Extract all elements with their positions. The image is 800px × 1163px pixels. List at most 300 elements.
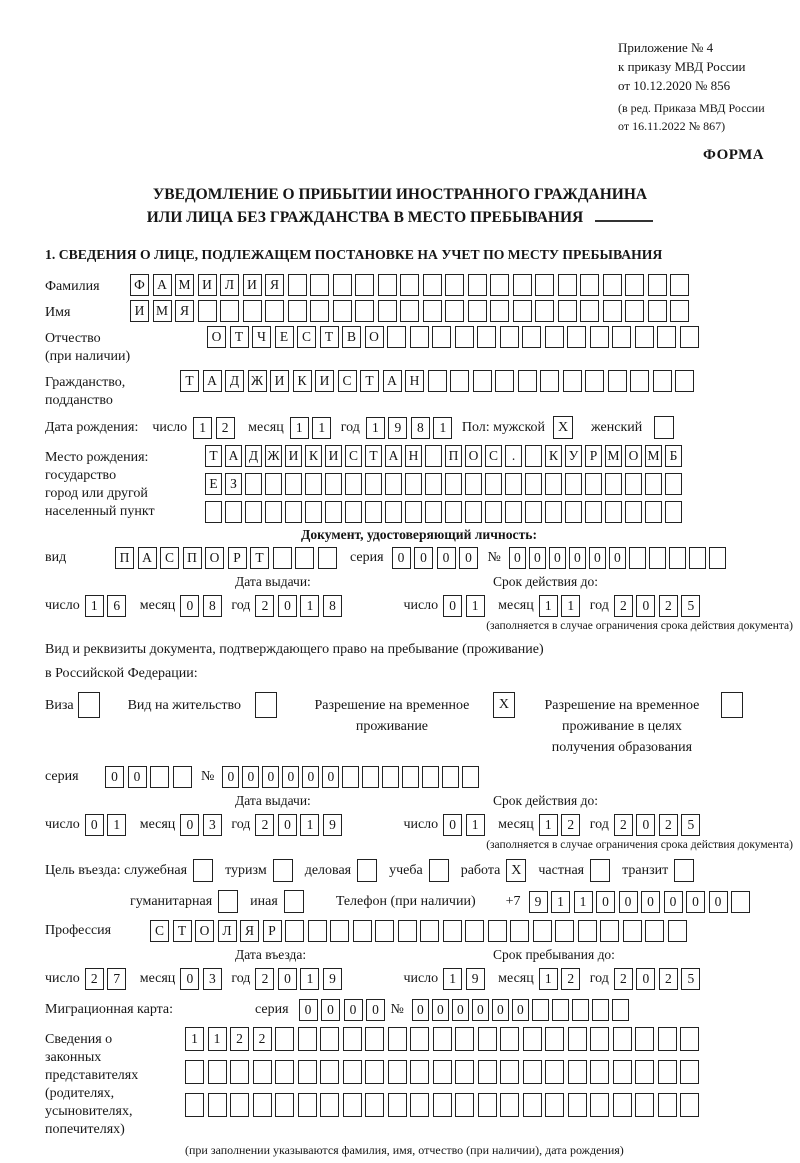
char-cell[interactable]: [669, 547, 686, 569]
char-cell[interactable]: [225, 501, 242, 523]
char-cell[interactable]: 1: [574, 891, 593, 913]
doc-number-boxes[interactable]: [509, 547, 729, 569]
char-cell[interactable]: [432, 326, 451, 348]
char-cell[interactable]: 2: [255, 595, 274, 617]
char-cell[interactable]: [731, 891, 750, 913]
char-cell[interactable]: 0: [569, 547, 586, 569]
char-cell[interactable]: [285, 501, 302, 523]
char-cell[interactable]: [545, 326, 564, 348]
char-cell[interactable]: А: [138, 547, 157, 569]
char-cell[interactable]: 1: [300, 968, 319, 990]
char-cell[interactable]: Б: [665, 445, 682, 467]
char-cell[interactable]: .: [505, 445, 522, 467]
char-cell[interactable]: [510, 920, 529, 942]
purpose-other-checkbox[interactable]: [284, 890, 304, 913]
char-cell[interactable]: Т: [230, 326, 249, 348]
char-cell[interactable]: [500, 1093, 519, 1117]
char-cell[interactable]: [410, 326, 429, 348]
char-cell[interactable]: [265, 300, 284, 322]
char-cell[interactable]: [709, 547, 726, 569]
char-cell[interactable]: [605, 501, 622, 523]
char-cell[interactable]: 0: [321, 999, 340, 1021]
representatives-boxes-row3[interactable]: [185, 1093, 703, 1117]
char-cell[interactable]: Т: [320, 326, 339, 348]
char-cell[interactable]: [445, 501, 462, 523]
char-cell[interactable]: 2: [255, 968, 274, 990]
char-cell[interactable]: [473, 370, 492, 392]
char-cell[interactable]: Ж: [265, 445, 282, 467]
char-cell[interactable]: Т: [360, 370, 379, 392]
char-cell[interactable]: 0: [344, 999, 363, 1021]
char-cell[interactable]: [355, 300, 374, 322]
doc-issue-year-boxes[interactable]: [255, 595, 345, 617]
char-cell[interactable]: 9: [323, 814, 342, 836]
char-cell[interactable]: [318, 547, 337, 569]
char-cell[interactable]: [445, 274, 464, 296]
char-cell[interactable]: [345, 501, 362, 523]
char-cell[interactable]: [388, 1093, 407, 1117]
char-cell[interactable]: [385, 473, 402, 495]
char-cell[interactable]: 1: [290, 417, 309, 439]
char-cell[interactable]: [388, 1060, 407, 1084]
char-cell[interactable]: [500, 1060, 519, 1084]
char-cell[interactable]: [590, 326, 609, 348]
char-cell[interactable]: 0: [85, 814, 104, 836]
char-cell[interactable]: [405, 473, 422, 495]
char-cell[interactable]: [405, 501, 422, 523]
char-cell[interactable]: 0: [636, 595, 655, 617]
char-cell[interactable]: [648, 274, 667, 296]
char-cell[interactable]: [675, 370, 694, 392]
char-cell[interactable]: Н: [405, 445, 422, 467]
char-cell[interactable]: 3: [203, 968, 222, 990]
char-cell[interactable]: [513, 300, 532, 322]
char-cell[interactable]: [365, 1060, 384, 1084]
char-cell[interactable]: [208, 1060, 227, 1084]
char-cell[interactable]: [689, 547, 706, 569]
char-cell[interactable]: А: [383, 370, 402, 392]
char-cell[interactable]: Т: [173, 920, 192, 942]
purpose-official-checkbox[interactable]: [193, 859, 213, 882]
char-cell[interactable]: [658, 1027, 677, 1051]
char-cell[interactable]: [433, 1060, 452, 1084]
res-valid-month-boxes[interactable]: [539, 814, 584, 836]
char-cell[interactable]: [565, 501, 582, 523]
char-cell[interactable]: [668, 920, 687, 942]
char-cell[interactable]: О: [625, 445, 642, 467]
res-issue-month-boxes[interactable]: [180, 814, 225, 836]
char-cell[interactable]: [378, 300, 397, 322]
char-cell[interactable]: [500, 326, 519, 348]
char-cell[interactable]: [545, 1093, 564, 1117]
char-cell[interactable]: [333, 300, 352, 322]
char-cell[interactable]: О: [195, 920, 214, 942]
char-cell[interactable]: [275, 1060, 294, 1084]
char-cell[interactable]: 0: [278, 595, 297, 617]
char-cell[interactable]: 1: [539, 968, 558, 990]
char-cell[interactable]: [253, 1093, 272, 1117]
char-cell[interactable]: Л: [220, 274, 239, 296]
char-cell[interactable]: 1: [433, 417, 452, 439]
char-cell[interactable]: [245, 501, 262, 523]
purpose-private-checkbox[interactable]: [590, 859, 610, 882]
char-cell[interactable]: С: [345, 445, 362, 467]
char-cell[interactable]: [525, 473, 542, 495]
char-cell[interactable]: [608, 370, 627, 392]
char-cell[interactable]: 8: [323, 595, 342, 617]
char-cell[interactable]: 3: [203, 814, 222, 836]
char-cell[interactable]: [208, 1093, 227, 1117]
char-cell[interactable]: 2: [253, 1027, 272, 1051]
purpose-tourism-checkbox[interactable]: [273, 859, 293, 882]
stay-month-boxes[interactable]: [539, 968, 584, 990]
char-cell[interactable]: [325, 501, 342, 523]
char-cell[interactable]: [522, 326, 541, 348]
char-cell[interactable]: 0: [432, 999, 449, 1021]
char-cell[interactable]: Т: [365, 445, 382, 467]
char-cell[interactable]: И: [270, 370, 289, 392]
name-boxes[interactable]: [130, 300, 693, 322]
char-cell[interactable]: [310, 274, 329, 296]
char-cell[interactable]: [558, 274, 577, 296]
char-cell[interactable]: [545, 1060, 564, 1084]
char-cell[interactable]: 9: [388, 417, 407, 439]
char-cell[interactable]: [552, 999, 569, 1021]
char-cell[interactable]: 0: [302, 766, 319, 788]
char-cell[interactable]: [523, 1027, 542, 1051]
char-cell[interactable]: [342, 766, 359, 788]
char-cell[interactable]: [605, 473, 622, 495]
char-cell[interactable]: [649, 547, 666, 569]
char-cell[interactable]: 2: [255, 814, 274, 836]
char-cell[interactable]: 0: [412, 999, 429, 1021]
char-cell[interactable]: [387, 326, 406, 348]
char-cell[interactable]: [612, 999, 629, 1021]
char-cell[interactable]: 0: [549, 547, 566, 569]
char-cell[interactable]: [445, 473, 462, 495]
char-cell[interactable]: 8: [411, 417, 430, 439]
char-cell[interactable]: 0: [636, 814, 655, 836]
char-cell[interactable]: [645, 920, 664, 942]
char-cell[interactable]: [253, 1060, 272, 1084]
char-cell[interactable]: [410, 1093, 429, 1117]
char-cell[interactable]: Н: [405, 370, 424, 392]
char-cell[interactable]: [623, 920, 642, 942]
char-cell[interactable]: 0: [589, 547, 606, 569]
char-cell[interactable]: [310, 300, 329, 322]
doc-valid-year-boxes[interactable]: [614, 595, 704, 617]
char-cell[interactable]: [382, 766, 399, 788]
char-cell[interactable]: [198, 300, 217, 322]
char-cell[interactable]: [428, 370, 447, 392]
char-cell[interactable]: [433, 1093, 452, 1117]
char-cell[interactable]: 5: [681, 968, 700, 990]
char-cell[interactable]: 1: [85, 595, 104, 617]
char-cell[interactable]: [275, 1093, 294, 1117]
char-cell[interactable]: [468, 274, 487, 296]
char-cell[interactable]: [658, 1060, 677, 1084]
char-cell[interactable]: 1: [551, 891, 570, 913]
char-cell[interactable]: И: [130, 300, 149, 322]
char-cell[interactable]: [378, 274, 397, 296]
char-cell[interactable]: [455, 1093, 474, 1117]
birthdate-day-boxes[interactable]: [193, 417, 238, 439]
char-cell[interactable]: 2: [561, 814, 580, 836]
char-cell[interactable]: [230, 1060, 249, 1084]
char-cell[interactable]: [455, 1060, 474, 1084]
char-cell[interactable]: 1: [366, 417, 385, 439]
char-cell[interactable]: [345, 473, 362, 495]
char-cell[interactable]: [645, 501, 662, 523]
char-cell[interactable]: [422, 766, 439, 788]
char-cell[interactable]: [365, 501, 382, 523]
char-cell[interactable]: 2: [561, 968, 580, 990]
char-cell[interactable]: [305, 473, 322, 495]
char-cell[interactable]: О: [365, 326, 384, 348]
char-cell[interactable]: 1: [312, 417, 331, 439]
char-cell[interactable]: К: [545, 445, 562, 467]
char-cell[interactable]: 0: [512, 999, 529, 1021]
char-cell[interactable]: 0: [509, 547, 526, 569]
char-cell[interactable]: [572, 999, 589, 1021]
doc-valid-month-boxes[interactable]: [539, 595, 584, 617]
char-cell[interactable]: [523, 1093, 542, 1117]
char-cell[interactable]: Р: [263, 920, 282, 942]
doc-issue-month-boxes[interactable]: [180, 595, 225, 617]
char-cell[interactable]: Е: [275, 326, 294, 348]
char-cell[interactable]: 0: [222, 766, 239, 788]
char-cell[interactable]: Е: [205, 473, 222, 495]
char-cell[interactable]: [490, 274, 509, 296]
char-cell[interactable]: [150, 766, 169, 788]
char-cell[interactable]: К: [293, 370, 312, 392]
doc-series-boxes[interactable]: [392, 547, 482, 569]
char-cell[interactable]: 0: [128, 766, 147, 788]
char-cell[interactable]: С: [160, 547, 179, 569]
char-cell[interactable]: [445, 300, 464, 322]
char-cell[interactable]: И: [243, 274, 262, 296]
entry-day-boxes[interactable]: [85, 968, 130, 990]
char-cell[interactable]: [680, 1060, 699, 1084]
char-cell[interactable]: [485, 473, 502, 495]
char-cell[interactable]: [455, 326, 474, 348]
char-cell[interactable]: М: [645, 445, 662, 467]
char-cell[interactable]: 0: [686, 891, 705, 913]
char-cell[interactable]: [477, 326, 496, 348]
char-cell[interactable]: 0: [299, 999, 318, 1021]
purpose-humanitarian-checkbox[interactable]: [218, 890, 238, 913]
res-issue-year-boxes[interactable]: [255, 814, 345, 836]
char-cell[interactable]: Д: [225, 370, 244, 392]
char-cell[interactable]: 2: [614, 968, 633, 990]
char-cell[interactable]: [443, 920, 462, 942]
char-cell[interactable]: [533, 920, 552, 942]
sex-male-checkbox[interactable]: X: [553, 416, 573, 439]
doc-valid-day-boxes[interactable]: [443, 595, 488, 617]
char-cell[interactable]: [585, 501, 602, 523]
char-cell[interactable]: [425, 473, 442, 495]
char-cell[interactable]: [525, 501, 542, 523]
purpose-work-checkbox[interactable]: X: [506, 859, 526, 882]
char-cell[interactable]: [665, 473, 682, 495]
char-cell[interactable]: 0: [105, 766, 124, 788]
purpose-business-checkbox[interactable]: [357, 859, 377, 882]
char-cell[interactable]: [612, 326, 631, 348]
char-cell[interactable]: 2: [659, 814, 678, 836]
char-cell[interactable]: 0: [262, 766, 279, 788]
char-cell[interactable]: [580, 274, 599, 296]
char-cell[interactable]: [532, 999, 549, 1021]
char-cell[interactable]: [450, 370, 469, 392]
char-cell[interactable]: [298, 1093, 317, 1117]
char-cell[interactable]: [603, 300, 622, 322]
char-cell[interactable]: [265, 501, 282, 523]
char-cell[interactable]: [465, 473, 482, 495]
char-cell[interactable]: [613, 1093, 632, 1117]
res-number-boxes[interactable]: [222, 766, 482, 788]
char-cell[interactable]: [362, 766, 379, 788]
profession-boxes[interactable]: [150, 920, 690, 942]
char-cell[interactable]: [578, 920, 597, 942]
char-cell[interactable]: З: [225, 473, 242, 495]
char-cell[interactable]: [320, 1027, 339, 1051]
char-cell[interactable]: [653, 370, 672, 392]
residence-permit-checkbox[interactable]: [255, 692, 277, 718]
char-cell[interactable]: [590, 1060, 609, 1084]
char-cell[interactable]: [600, 920, 619, 942]
purpose-study-checkbox[interactable]: [429, 859, 449, 882]
char-cell[interactable]: 0: [636, 968, 655, 990]
char-cell[interactable]: [478, 1027, 497, 1051]
char-cell[interactable]: [525, 445, 542, 467]
char-cell[interactable]: 1: [193, 417, 212, 439]
char-cell[interactable]: [173, 766, 192, 788]
char-cell[interactable]: [400, 274, 419, 296]
char-cell[interactable]: 0: [282, 766, 299, 788]
stay-year-boxes[interactable]: [614, 968, 704, 990]
char-cell[interactable]: [333, 274, 352, 296]
char-cell[interactable]: [625, 501, 642, 523]
surname-boxes[interactable]: [130, 274, 693, 296]
char-cell[interactable]: [485, 501, 502, 523]
char-cell[interactable]: 1: [300, 595, 319, 617]
char-cell[interactable]: [285, 473, 302, 495]
char-cell[interactable]: А: [203, 370, 222, 392]
char-cell[interactable]: [420, 920, 439, 942]
char-cell[interactable]: [648, 300, 667, 322]
char-cell[interactable]: П: [183, 547, 202, 569]
char-cell[interactable]: Т: [250, 547, 269, 569]
birthplace-boxes-row3[interactable]: [205, 501, 685, 523]
res-issue-day-boxes[interactable]: [85, 814, 130, 836]
char-cell[interactable]: 0: [242, 766, 259, 788]
entry-year-boxes[interactable]: [255, 968, 345, 990]
char-cell[interactable]: 1: [208, 1027, 227, 1051]
char-cell[interactable]: О: [465, 445, 482, 467]
char-cell[interactable]: Т: [205, 445, 222, 467]
char-cell[interactable]: 0: [180, 595, 199, 617]
char-cell[interactable]: [603, 274, 622, 296]
char-cell[interactable]: 0: [609, 547, 626, 569]
char-cell[interactable]: [535, 274, 554, 296]
char-cell[interactable]: [388, 1027, 407, 1051]
char-cell[interactable]: [545, 1027, 564, 1051]
char-cell[interactable]: [285, 920, 304, 942]
char-cell[interactable]: М: [175, 274, 194, 296]
char-cell[interactable]: [680, 1027, 699, 1051]
char-cell[interactable]: 6: [107, 595, 126, 617]
char-cell[interactable]: [635, 326, 654, 348]
char-cell[interactable]: [375, 920, 394, 942]
char-cell[interactable]: [592, 999, 609, 1021]
char-cell[interactable]: [545, 501, 562, 523]
char-cell[interactable]: А: [153, 274, 172, 296]
char-cell[interactable]: [325, 473, 342, 495]
char-cell[interactable]: [425, 501, 442, 523]
char-cell[interactable]: 0: [180, 968, 199, 990]
char-cell[interactable]: [343, 1093, 362, 1117]
char-cell[interactable]: [245, 473, 262, 495]
char-cell[interactable]: [513, 274, 532, 296]
char-cell[interactable]: 0: [459, 547, 478, 569]
birthdate-month-boxes[interactable]: [290, 417, 335, 439]
char-cell[interactable]: 2: [230, 1027, 249, 1051]
temp-residence-edu-checkbox[interactable]: [721, 692, 743, 718]
char-cell[interactable]: [385, 501, 402, 523]
char-cell[interactable]: [568, 1027, 587, 1051]
char-cell[interactable]: 0: [472, 999, 489, 1021]
char-cell[interactable]: [295, 547, 314, 569]
char-cell[interactable]: Ф: [130, 274, 149, 296]
char-cell[interactable]: 0: [664, 891, 683, 913]
visa-checkbox[interactable]: [78, 692, 100, 718]
char-cell[interactable]: [625, 300, 644, 322]
char-cell[interactable]: 1: [539, 814, 558, 836]
char-cell[interactable]: 0: [619, 891, 638, 913]
char-cell[interactable]: О: [205, 547, 224, 569]
char-cell[interactable]: 0: [437, 547, 456, 569]
char-cell[interactable]: [343, 1060, 362, 1084]
char-cell[interactable]: [545, 473, 562, 495]
title-blank-underline[interactable]: [595, 209, 653, 222]
char-cell[interactable]: 1: [466, 595, 485, 617]
sex-female-checkbox[interactable]: [654, 416, 674, 439]
char-cell[interactable]: [535, 300, 554, 322]
char-cell[interactable]: 7: [107, 968, 126, 990]
char-cell[interactable]: Т: [180, 370, 199, 392]
char-cell[interactable]: С: [150, 920, 169, 942]
char-cell[interactable]: [568, 1093, 587, 1117]
char-cell[interactable]: [433, 1027, 452, 1051]
char-cell[interactable]: 1: [443, 968, 462, 990]
char-cell[interactable]: [523, 1060, 542, 1084]
char-cell[interactable]: [558, 300, 577, 322]
char-cell[interactable]: 0: [414, 547, 433, 569]
char-cell[interactable]: [565, 473, 582, 495]
char-cell[interactable]: А: [385, 445, 402, 467]
char-cell[interactable]: [630, 370, 649, 392]
res-series-boxes[interactable]: [105, 766, 195, 788]
char-cell[interactable]: [488, 920, 507, 942]
char-cell[interactable]: 9: [529, 891, 548, 913]
char-cell[interactable]: 1: [539, 595, 558, 617]
char-cell[interactable]: 0: [641, 891, 660, 913]
char-cell[interactable]: 1: [107, 814, 126, 836]
char-cell[interactable]: [490, 300, 509, 322]
char-cell[interactable]: [590, 1027, 609, 1051]
entry-month-boxes[interactable]: [180, 968, 225, 990]
char-cell[interactable]: [505, 473, 522, 495]
